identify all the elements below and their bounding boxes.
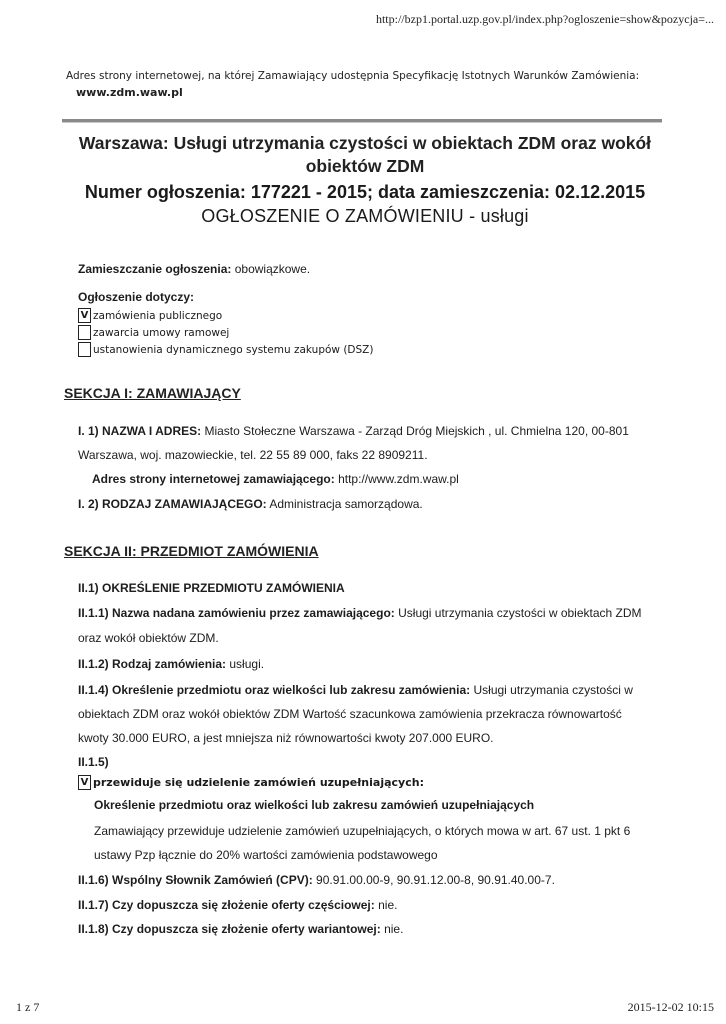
option-label: ustanowienia dynamicznego systemu zakupów (DSZ) xyxy=(93,343,374,356)
ii14-value-cont2: kwoty 30.000 EURO, a jest mniejsza niż równowartości kwoty 207.000 EURO. xyxy=(78,731,494,745)
ii18-value: nie. xyxy=(384,922,404,936)
notice-number: Numer ogłoszenia: 177221 - 2015; data zamieszczenia: 02.12.2015 xyxy=(84,182,646,202)
siwz-site-url[interactable]: www.zdm.waw.pl xyxy=(76,86,183,99)
section1-heading: SEKCJA I: ZAMAWIAJĄCY xyxy=(64,385,241,401)
www-value[interactable]: http://www.zdm.waw.pl xyxy=(338,472,459,486)
notice-title-line1: Warszawa: Usługi utrzymania czystości w obiektach ZDM oraz wokół xyxy=(78,133,652,153)
option-framework-agreement[interactable] xyxy=(78,325,229,340)
ii11-row xyxy=(78,606,642,620)
ii12-label: II.1.2) Rodzaj zamówienia: xyxy=(78,657,227,671)
ii11-value: Usługi utrzymania czystości w obiektach ZDM xyxy=(398,606,642,620)
ii15-label: II.1.5) xyxy=(78,755,109,769)
www-label: Adres strony internetowej zamawiającego: xyxy=(92,472,335,486)
ii14-value: Usługi utrzymania czystości w xyxy=(473,683,633,697)
ii14-value-cont: obiektach ZDM oraz wokół obiektów ZDM Wartość szacunkowa zamówienia przekracza równowartość xyxy=(78,707,622,721)
checkbox-icon[interactable]: V xyxy=(78,775,91,790)
ii18-row xyxy=(78,922,403,936)
ii11-label: II.1.1) Nazwa nadana zamówieniu przez zamawiającego: xyxy=(78,606,395,620)
i2-value: Administracja samorządowa. xyxy=(269,497,423,511)
siwz-site-info xyxy=(66,70,639,99)
notice-title-block xyxy=(60,132,670,228)
ii15-sub-heading: Określenie przedmiotu oraz wielkości lub zakresu zamówień uzupełniających xyxy=(94,798,535,812)
ii16-row xyxy=(78,873,555,887)
ii1-heading: II.1) OKREŚLENIE PRZEDMIOTU ZAMÓWIENIA xyxy=(78,581,345,595)
posting-label: Zamieszczanie ogłoszenia: xyxy=(78,262,232,276)
siwz-site-label: Adres strony internetowej, na której Zamawiający udostępnia Specyfikację Istotnych Warunków Zamówienia: xyxy=(66,70,640,82)
concerns-label: Ogłoszenie dotyczy: xyxy=(78,290,195,304)
ii15-supplementary-option[interactable] xyxy=(78,775,424,790)
i1-row xyxy=(78,424,629,438)
ii12-value: usługi. xyxy=(229,657,265,671)
ii12-row xyxy=(78,657,264,671)
ii16-value: 90.91.00.00-9, 90.91.12.00-8, 90.91.40.00-7. xyxy=(316,873,555,887)
option-label: zawarcia umowy ramowej xyxy=(93,326,230,339)
www-row xyxy=(92,472,459,486)
checkbox-icon[interactable]: V xyxy=(78,308,91,323)
notice-type: OGŁOSZENIE O ZAMÓWIENIU - usługi xyxy=(201,206,529,226)
ii14-label: II.1.4) Określenie przedmiotu oraz wielkości lub zakresu zamówienia: xyxy=(78,683,471,697)
i2-row xyxy=(78,497,423,511)
header-divider xyxy=(62,119,662,123)
ii15-check-label: przewiduje się udzielenie zamówień uzupełniających: xyxy=(93,776,424,789)
ii11-value-cont: oraz wokół obiektów ZDM. xyxy=(78,631,219,645)
option-label: zamówienia publicznego xyxy=(93,309,223,322)
i2-label: I. 2) RODZAJ ZAMAWIAJĄCEGO: xyxy=(78,497,267,511)
ii14-row xyxy=(78,683,633,697)
i1-value-cont: Warszawa, woj. mazowieckie, tel. 22 55 89 000, faks 22 8909211. xyxy=(78,448,428,462)
posting-value: obowiązkowe. xyxy=(234,262,311,276)
checkbox-icon[interactable] xyxy=(78,325,91,340)
i1-value: Miasto Stołeczne Warszawa - Zarząd Dróg Miejskich , ul. Chmielna 120, 00-801 xyxy=(204,424,629,438)
ii17-label: II.1.7) Czy dopuszcza się złożenie oferty częściowej: xyxy=(78,898,375,912)
ii16-label: II.1.6) Wspólny Słownik Zamówień (CPV): xyxy=(78,873,313,887)
ii17-value: nie. xyxy=(378,898,398,912)
ii15-text1: Zamawiający przewiduje udzielenie zamówień uzupełniających, o których mowa w art. 67 ust. 1 pkt 6 xyxy=(94,824,631,838)
section2-heading: SEKCJA II: PRZEDMIOT ZAMÓWIENIA xyxy=(64,543,319,559)
print-datetime: 2015-12-02 10:15 xyxy=(627,1000,714,1014)
ii15-text2: ustawy Pzp łącznie do 20% wartości zamówienia podstawowego xyxy=(94,848,438,862)
posting-row xyxy=(78,262,310,276)
checkbox-icon[interactable] xyxy=(78,342,91,357)
option-public-procurement[interactable] xyxy=(78,308,222,323)
page-url: http://bzp1.portal.uzp.gov.pl/index.php?ogloszenie=show&pozycja=... xyxy=(375,12,714,26)
option-dsz[interactable] xyxy=(78,342,373,357)
i1-label: I. 1) NAZWA I ADRES: xyxy=(78,424,202,438)
ii17-row xyxy=(78,898,397,912)
ii18-label: II.1.8) Czy dopuszcza się złożenie oferty wariantowej: xyxy=(78,922,381,936)
page-counter: 1 z 7 xyxy=(16,1000,40,1014)
notice-title-line2: obiektów ZDM xyxy=(305,156,425,176)
